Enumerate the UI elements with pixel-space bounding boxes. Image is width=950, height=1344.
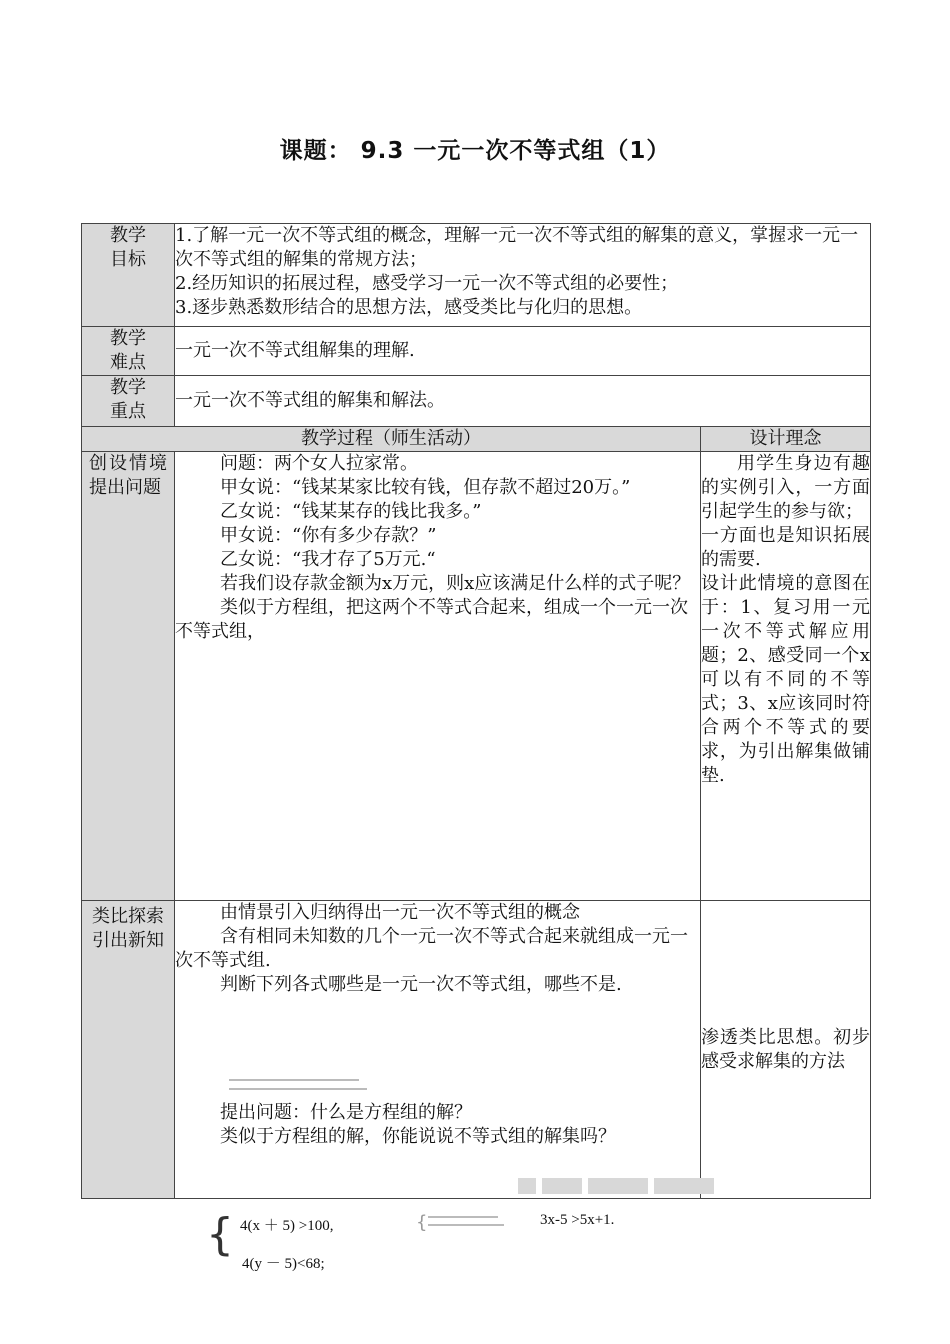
- analogy-paragraph: 由情景引入归纳得出一元一次不等式组的概念: [220, 902, 580, 923]
- inequality-expr-3: 3x-5 >5x+1.: [540, 1212, 615, 1228]
- concept-paragraph: 一方面也是知识拓展的需要.: [701, 525, 871, 570]
- analogy-question: 提出问题：什么是方程组的解？: [220, 1102, 472, 1123]
- scenario-row: [82, 452, 871, 901]
- analogy-paragraph: 判断下列各式哪些是一元一次不等式组，哪些不是.: [220, 974, 622, 995]
- focus-label-text: 教学 重点: [110, 377, 146, 422]
- focus-row: [82, 376, 871, 427]
- scenario-paragraph: 问题：两个女人拉家常。: [220, 453, 418, 474]
- inequality-expr-2: 4(y － 5)<68;: [242, 1256, 325, 1272]
- scenario-paragraph: 乙女说：“我才存了5万元.“: [220, 549, 436, 570]
- inequality-system-image: [229, 1075, 369, 1095]
- difficulty-label-text: 教学 难点: [110, 328, 146, 373]
- scenario-concept: [701, 452, 871, 901]
- focus-label: [82, 376, 175, 427]
- scenario-paragraph: 甲女说：“钱某某家比较有钱，但存款不超过20万。”: [220, 477, 631, 498]
- lesson-title: 课题： 9.3 一元一次不等式组（1）: [279, 138, 671, 164]
- scenario-paragraph: 甲女说：“你有多少存款？”: [220, 525, 437, 546]
- goal-item: 2.经历知识的拓展过程，感受学习一元一次不等式组的必要性；: [175, 273, 679, 294]
- concept-paragraph: 设计此情境的意图在于：1、复习用一元一次不等式解应用题；2、感受同一个x可以有不同的不等式；3、x应该同时符合两个不等式的要求，为引出解集做铺垫.: [701, 573, 871, 786]
- goal-item: 3.逐步熟悉数形结合的思想方法，感受类比与化归的思想。: [175, 297, 643, 318]
- scenario-paragraph: 乙女说：“钱某某存的钱比我多。”: [220, 501, 482, 522]
- svg-text:{: {: [416, 1212, 428, 1232]
- inequality-system-icon: [416, 1212, 506, 1232]
- analogy-label-text: 类比探索引出新知: [92, 906, 164, 951]
- scenario-paragraph: 类似于方程组，把这两个不等式合起来，组成一个一元一次不等式组，: [175, 597, 688, 642]
- goals-label-text: 教学 目标: [110, 225, 146, 270]
- difficulty-label: [82, 327, 175, 376]
- analogy-concept: 渗透类比思想。初步感受求解集的方法: [701, 901, 871, 1199]
- scenario-content: [175, 452, 701, 901]
- analogy-question: 类似于方程组的解，你能说说不等式组的解集吗？: [220, 1126, 616, 1147]
- goals-label: [82, 224, 175, 327]
- process-header: 教学过程（师生活动）: [82, 427, 701, 452]
- analogy-label: [82, 901, 175, 1199]
- scenario-label: [82, 452, 175, 901]
- header-row: [82, 427, 871, 452]
- scenario-label-text: 创设情境提出问题: [89, 453, 167, 498]
- goals-content: [175, 224, 871, 327]
- left-brace-icon: {: [206, 1209, 234, 1260]
- goal-item: 1.了解一元一次不等式组的概念，理解一元一次不等式组的解集的意义，掌握求一元一次不等式组的解集的常规方法；: [175, 225, 859, 270]
- analogy-row: [82, 901, 871, 1199]
- inequality-expr-1: 4(x ＋ 5) >100,: [240, 1218, 334, 1234]
- concept-paragraph: 用学生身边有趣的实例引入，一方面引起学生的参与欲；: [701, 453, 871, 522]
- analogy-content: [175, 901, 701, 1199]
- scan-smudge: [518, 1178, 718, 1194]
- focus-content: 一元一次不等式组的解集和解法。: [175, 376, 871, 427]
- difficulty-content: 一元一次不等式组解集的理解.: [175, 327, 871, 376]
- analogy-paragraph: 含有相同未知数的几个一元一次不等式合起来就组成一元一次不等式组.: [175, 926, 688, 971]
- lesson-plan-table: [81, 223, 871, 1199]
- difficulty-row: [82, 327, 871, 376]
- scenario-paragraph: 若我们设存款金额为x万元，则x应该满足什么样的式子呢？: [220, 573, 691, 594]
- goals-row: [82, 224, 871, 327]
- concept-header: 设计理念: [701, 427, 871, 452]
